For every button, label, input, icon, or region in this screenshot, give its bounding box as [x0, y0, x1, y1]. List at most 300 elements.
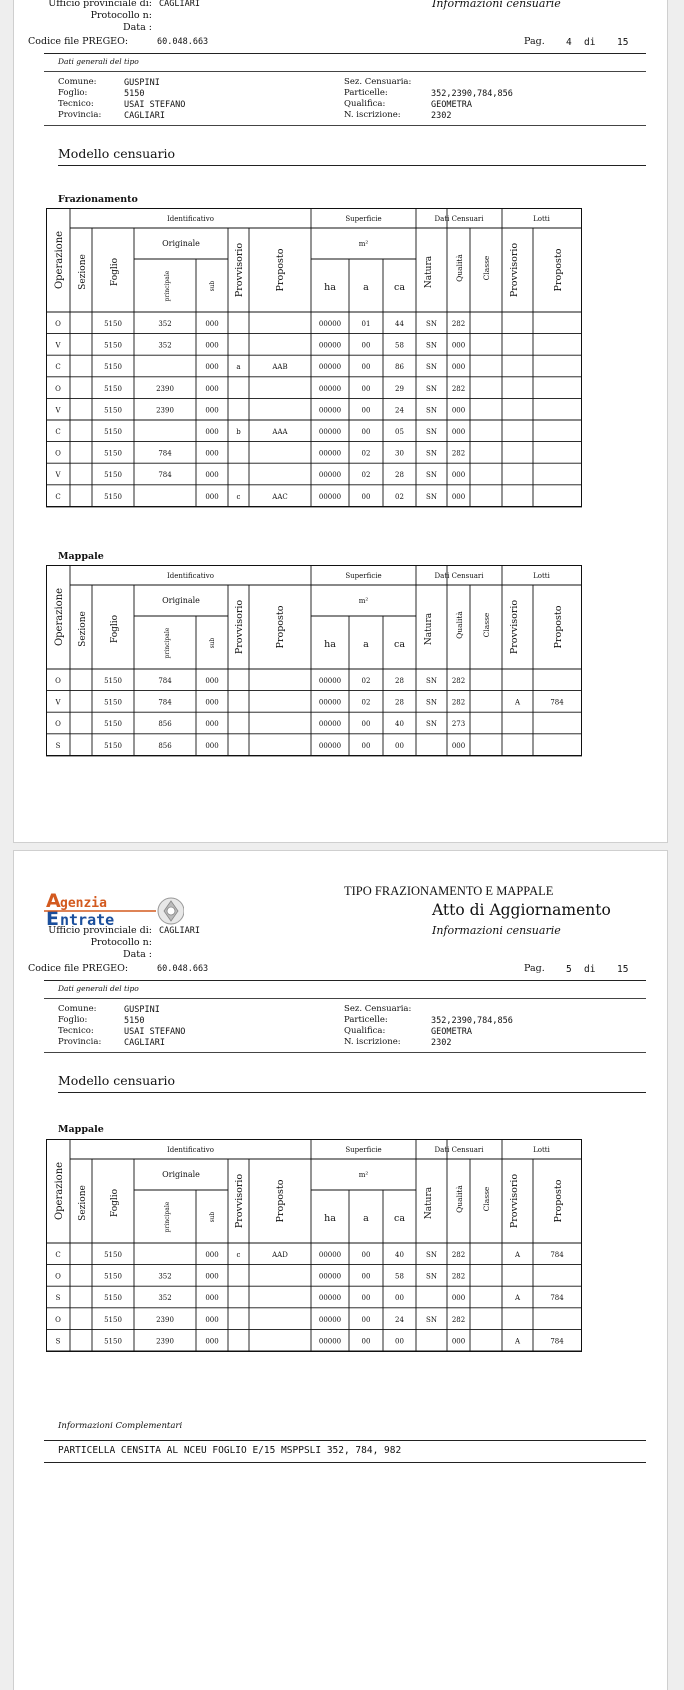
superficie-header: Superficie	[345, 215, 382, 223]
mappale-title: Mappale	[58, 551, 104, 562]
cell-principale: 2390	[156, 1337, 174, 1346]
foglio-label: Foglio:	[58, 88, 88, 98]
cell-proposto: AAC	[272, 492, 288, 501]
cell-principale: 352	[158, 1294, 172, 1303]
cell-sub: 000	[205, 1337, 219, 1346]
principale-header: principale	[164, 1201, 171, 1233]
cell-operazione: O	[55, 677, 61, 685]
cell-operazione: O	[55, 1272, 61, 1281]
cell-foglio: 5150	[104, 698, 122, 707]
cell-lotti-provvisorio: A	[514, 698, 521, 707]
cell-natura: SN	[426, 720, 437, 729]
cell-qualita: 282	[451, 320, 466, 328]
cell-ha: 00000	[318, 406, 342, 415]
cell-ha: 00000	[318, 1315, 342, 1324]
cell-qualita: 000	[451, 1294, 466, 1303]
cell-a: 00	[361, 341, 371, 350]
cell-foglio: 5150	[104, 341, 122, 350]
proposto-header: Proposto	[275, 605, 286, 649]
cell-ca: 02	[395, 492, 404, 501]
cell-operazione: O	[55, 449, 61, 458]
cell-ha: 00000	[318, 698, 342, 707]
originale-header: Originale	[162, 596, 200, 605]
principale-header: principale	[164, 270, 171, 302]
cell-foglio: 5150	[104, 471, 122, 480]
particelle-label: Particelle:	[344, 88, 388, 98]
principale-header: principale	[164, 627, 171, 659]
cell-ha: 00000	[318, 341, 342, 350]
dati-generali-title-2: Dati generali del tipo	[58, 984, 139, 993]
qualita-header: Qualità	[455, 611, 464, 639]
dati-censuari-header: Dati Censuari	[434, 1146, 484, 1154]
particelle-label-2: Particelle:	[344, 1015, 388, 1025]
qualifica-label: Qualifica:	[344, 99, 386, 109]
cell-foglio: 5150	[104, 406, 122, 415]
dati-censuari-header: Dati Censuari	[434, 572, 484, 580]
cell-a: 00	[361, 492, 371, 501]
cell-ha: 00000	[318, 428, 342, 436]
cell-qualita: 282	[451, 677, 466, 685]
cell-natura: SN	[426, 698, 437, 707]
cell-a: 02	[361, 677, 371, 685]
cell-foglio: 5150	[104, 720, 122, 729]
cell-principale: 784	[158, 698, 172, 707]
cell-natura: SN	[426, 1251, 437, 1259]
lotti-provvisorio-header: Provvisorio	[509, 242, 520, 298]
foglio-value: 5150	[124, 89, 145, 99]
cell-foglio: 5150	[104, 492, 122, 501]
cell-operazione: C	[55, 1251, 61, 1259]
document-page-5	[13, 850, 668, 1690]
cell-ca: 86	[395, 363, 404, 372]
cell-natura: SN	[426, 320, 437, 328]
particelle-value: 352,2390,784,856	[431, 89, 513, 99]
cell-foglio: 5150	[104, 1315, 122, 1324]
cell-ha: 00000	[318, 363, 342, 372]
dati-generali-bottom-divider	[44, 125, 646, 126]
header-divider-2	[44, 980, 646, 981]
ha-header: ha	[324, 639, 336, 650]
total-pages: 15	[617, 37, 629, 48]
cell-natura: SN	[426, 677, 437, 685]
cell-sub: 000	[205, 1272, 219, 1281]
cell-sub: 000	[205, 1315, 219, 1324]
cell-ha: 00000	[318, 677, 342, 685]
info-complementari-bottom-divider	[44, 1462, 646, 1463]
page-number: 4	[566, 37, 572, 48]
cell-a: 00	[361, 363, 371, 372]
cell-ca: 00	[395, 1337, 404, 1346]
cell-ca: 28	[395, 471, 404, 480]
cell-a: 00	[361, 428, 371, 436]
sez-censuaria-label-2: Sez. Censuaria:	[344, 1004, 412, 1014]
lotti-proposto-header: Proposto	[553, 248, 564, 292]
tecnico-value: USAI STEFANO	[124, 100, 186, 110]
tecnico-value-2: USAI STEFANO	[124, 1027, 186, 1037]
cell-lotti-provvisorio: A	[514, 1294, 521, 1303]
logo-text-1: genzia	[60, 896, 107, 911]
cell-principale: 2390	[156, 1315, 174, 1324]
cell-proposto: AAD	[272, 1251, 288, 1259]
cell-principale: 352	[158, 320, 172, 328]
cell-principale: 784	[158, 677, 172, 685]
foglio-header: Foglio	[110, 614, 120, 644]
natura-header: Natura	[424, 255, 434, 289]
provincia-label-2: Provincia:	[58, 1037, 102, 1047]
cell-provvisorio: c	[236, 492, 241, 501]
cell-lotti-proposto: 784	[550, 1337, 564, 1346]
cell-ha: 00000	[318, 471, 342, 480]
cell-ca: 28	[395, 698, 404, 707]
classe-header: Classe	[482, 1186, 491, 1212]
tipo-frazionamento-title: TIPO FRAZIONAMENTO E MAPPALE	[344, 884, 554, 898]
modello-censuario-title: Modello censuario	[58, 146, 176, 161]
cell-sub: 000	[205, 698, 219, 707]
ufficio-value-2: CAGLIARI	[159, 926, 200, 936]
cell-a: 00	[361, 1272, 371, 1281]
cell-sub: 000	[205, 720, 219, 729]
cell-sub: 000	[205, 428, 219, 436]
provincia-value: CAGLIARI	[124, 111, 165, 121]
cell-lotti-provvisorio: A	[514, 1251, 521, 1259]
cell-natura: SN	[426, 449, 437, 458]
sezione-header: Sezione	[78, 254, 88, 290]
cell-a: 00	[361, 1251, 371, 1259]
cell-operazione: S	[55, 741, 61, 750]
cell-provvisorio: c	[236, 1251, 241, 1259]
superficie-header: Superficie	[345, 1146, 382, 1154]
provincia-label: Provincia:	[58, 110, 102, 120]
document-page-4	[13, 0, 668, 843]
cell-a: 02	[361, 449, 371, 458]
cell-operazione: O	[55, 720, 61, 729]
cell-ca: 30	[395, 449, 404, 458]
cell-foglio: 5150	[104, 1294, 122, 1303]
cell-ca: 40	[395, 720, 404, 729]
cell-foglio: 5150	[104, 741, 122, 750]
cell-lotti-proposto: 784	[550, 1294, 564, 1303]
cell-sub: 000	[205, 471, 219, 480]
cell-lotti-provvisorio: A	[514, 1337, 521, 1346]
cell-natura: SN	[426, 1272, 437, 1281]
sub-header: sub	[209, 637, 216, 649]
cell-a: 00	[361, 720, 371, 729]
cell-sub: 000	[205, 384, 219, 393]
page-number-2: 5	[566, 964, 572, 975]
codice-file-value: 60.048.663	[157, 37, 209, 47]
pag-label: Pag.	[524, 36, 545, 47]
protocollo-label: Protocollo n:	[90, 10, 152, 21]
a-header: a	[363, 639, 369, 650]
svg-text:E: E	[46, 908, 59, 930]
modello-censuario-title-2: Modello censuario	[58, 1073, 176, 1088]
ca-header: ca	[394, 639, 405, 650]
pag-label-2: Pag.	[524, 963, 545, 974]
cell-qualita: 000	[451, 428, 466, 436]
mappale-table-2	[46, 1139, 628, 1359]
operazione-header: Operazione	[54, 587, 65, 647]
cell-ca: 29	[395, 384, 404, 393]
iscrizione-label-2: N. iscrizione:	[344, 1037, 401, 1047]
ca-header: ca	[394, 282, 405, 293]
classe-header: Classe	[482, 612, 491, 638]
classe-header: Classe	[482, 255, 491, 281]
cell-natura: SN	[426, 1315, 437, 1324]
cell-ca: 24	[395, 1315, 404, 1324]
cell-a: 00	[361, 1294, 371, 1303]
cell-foglio: 5150	[104, 1272, 122, 1281]
cell-operazione: O	[55, 384, 61, 393]
cell-operazione: V	[55, 341, 61, 350]
di-label-2: di	[584, 964, 596, 975]
cell-a: 00	[361, 741, 371, 750]
cell-sub: 000	[205, 677, 219, 685]
svg-text:A: A	[46, 890, 61, 912]
cell-sub: 000	[205, 341, 219, 350]
cell-ha: 00000	[318, 320, 342, 328]
lotti-proposto-header: Proposto	[553, 1179, 564, 1223]
table-border	[47, 209, 582, 507]
provincia-value-2: CAGLIARI	[124, 1038, 165, 1048]
cell-foglio: 5150	[104, 428, 122, 436]
dati-generali-title: Dati generali del tipo	[58, 57, 139, 66]
cell-ha: 00000	[318, 1294, 342, 1303]
iscrizione-label: N. iscrizione:	[344, 110, 401, 120]
table-border	[47, 566, 582, 756]
qualita-header: Qualità	[455, 254, 464, 282]
header-divider	[44, 53, 646, 54]
cell-ca: 00	[395, 741, 404, 750]
comune-value-2: GUSPINI	[124, 1005, 160, 1015]
cell-lotti-proposto: 784	[550, 1251, 564, 1259]
cell-qualita: 282	[451, 698, 466, 707]
superficie-header: Superficie	[345, 572, 382, 580]
cell-a: 00	[361, 406, 371, 415]
natura-header: Natura	[424, 1186, 434, 1220]
cell-ha: 00000	[318, 449, 342, 458]
m2-header: m²	[358, 240, 369, 248]
cell-proposto: AAA	[272, 428, 288, 436]
iscrizione-value: 2302	[431, 111, 452, 121]
cell-sub: 000	[205, 363, 219, 372]
protocollo-label-2: Protocollo n:	[90, 937, 152, 948]
cell-natura: SN	[426, 406, 437, 415]
natura-header: Natura	[424, 612, 434, 646]
cell-sub: 000	[205, 406, 219, 415]
cell-ca: 28	[395, 677, 404, 685]
identificativo-header: Identificativo	[167, 1146, 214, 1154]
lotti-header: Lotti	[533, 215, 550, 223]
cell-ca: 05	[395, 428, 404, 436]
ufficio-label-2: Ufficio provinciale di:	[48, 925, 152, 936]
cell-foglio: 5150	[104, 320, 122, 328]
cell-ca: 58	[395, 341, 404, 350]
cell-operazione: O	[55, 320, 61, 328]
originale-header: Originale	[162, 1170, 200, 1179]
cell-natura: SN	[426, 471, 437, 480]
codice-file-label: Codice file PREGEO:	[28, 36, 129, 47]
provvisorio-header: Provvisorio	[234, 1173, 245, 1229]
particelle-value-2: 352,2390,784,856	[431, 1016, 513, 1026]
proposto-header: Proposto	[275, 1179, 286, 1223]
sez-censuaria-label: Sez. Censuaria:	[344, 77, 412, 87]
cell-operazione: S	[55, 1337, 61, 1346]
cell-sub: 000	[205, 320, 219, 328]
informazioni-complementari-title: Informazioni Complementari	[58, 1421, 183, 1431]
cell-operazione: C	[55, 428, 61, 436]
cell-ca: 00	[395, 1294, 404, 1303]
ha-header: ha	[324, 282, 336, 293]
comune-value: GUSPINI	[124, 78, 160, 88]
cell-sub: 000	[205, 1294, 219, 1303]
logo-text-2: ntrate	[60, 911, 115, 929]
cell-operazione: C	[55, 492, 61, 501]
identificativo-header: Identificativo	[167, 572, 214, 580]
cell-qualita: 282	[451, 384, 466, 393]
provvisorio-header: Provvisorio	[234, 599, 245, 655]
cell-principale: 856	[158, 741, 172, 750]
dati-generali-divider	[44, 71, 646, 72]
cell-ca: 24	[395, 406, 404, 415]
codice-file-value-2: 60.048.663	[157, 964, 209, 974]
cell-operazione: C	[55, 363, 61, 372]
lotti-header: Lotti	[533, 572, 550, 580]
cell-ha: 00000	[318, 741, 342, 750]
cell-a: 02	[361, 471, 371, 480]
qualifica-value-2: GEOMETRA	[431, 1027, 472, 1037]
m2-header: m²	[358, 597, 369, 605]
lotti-provvisorio-header: Provvisorio	[509, 1173, 520, 1229]
data-label-2: Data :	[123, 949, 152, 960]
modello-censuario-divider-2	[58, 1092, 646, 1093]
sub-header: sub	[209, 1211, 216, 1223]
cell-proposto: AAB	[272, 363, 288, 372]
cell-natura: SN	[426, 384, 437, 393]
cell-foglio: 5150	[104, 1337, 122, 1346]
cell-ca: 58	[395, 1272, 404, 1281]
cell-operazione: S	[55, 1294, 61, 1303]
ha-header: ha	[324, 1213, 336, 1224]
cell-a: 00	[361, 1337, 371, 1346]
di-label: di	[584, 37, 596, 48]
cell-ha: 00000	[318, 492, 342, 501]
qualifica-value: GEOMETRA	[431, 100, 472, 110]
a-header: a	[363, 1213, 369, 1224]
atto-aggiornamento-title: Atto di Aggiornamento	[432, 901, 611, 919]
codice-file-label-2: Codice file PREGEO:	[28, 963, 129, 974]
informazioni-censuarie-title: Informazioni censuarie	[432, 0, 561, 10]
mappale-table	[46, 565, 628, 765]
cell-qualita: 282	[451, 1272, 466, 1281]
cell-ha: 00000	[318, 1251, 342, 1259]
agenzia-entrate-logo	[44, 889, 184, 929]
cell-ha: 00000	[318, 1337, 342, 1346]
cell-a: 01	[361, 320, 371, 328]
cell-qualita: 282	[451, 1315, 466, 1324]
cell-ha: 00000	[318, 384, 342, 393]
provvisorio-header: Provvisorio	[234, 242, 245, 298]
cell-a: 02	[361, 698, 371, 707]
lotti-header: Lotti	[533, 1146, 550, 1154]
data-label: Data :	[123, 22, 152, 33]
qualita-header: Qualità	[455, 1185, 464, 1213]
cell-a: 00	[361, 384, 371, 393]
cell-qualita: 000	[451, 741, 466, 750]
cell-natura: SN	[426, 428, 437, 436]
cell-principale: 2390	[156, 384, 174, 393]
modello-censuario-divider	[58, 165, 646, 166]
sub-header: sub	[209, 280, 216, 292]
cell-principale: 2390	[156, 406, 174, 415]
cell-foglio: 5150	[104, 384, 122, 393]
info-complementari-divider	[44, 1440, 646, 1441]
mappale-title-2: Mappale	[58, 1124, 104, 1135]
tecnico-label-2: Tecnico:	[58, 1026, 94, 1036]
cell-sub: 000	[205, 1251, 219, 1259]
cell-ca: 44	[395, 320, 404, 328]
tecnico-label: Tecnico:	[58, 99, 94, 109]
operazione-header: Operazione	[54, 230, 65, 290]
cell-foglio: 5150	[104, 363, 122, 372]
a-header: a	[363, 282, 369, 293]
sezione-header: Sezione	[78, 1185, 88, 1221]
cell-qualita: 000	[451, 363, 466, 372]
cell-qualita: 000	[451, 492, 466, 501]
cell-ha: 00000	[318, 1272, 342, 1281]
cell-sub: 000	[205, 449, 219, 458]
cell-qualita: 000	[451, 406, 466, 415]
proposto-header: Proposto	[275, 248, 286, 292]
frazionamento-table	[46, 208, 628, 518]
cell-qualita: 282	[451, 449, 466, 458]
comune-label-2: Comune:	[58, 1004, 97, 1014]
sezione-header: Sezione	[78, 611, 88, 647]
cell-ca: 40	[395, 1251, 404, 1259]
cell-operazione: O	[55, 1315, 61, 1324]
originale-header: Originale	[162, 239, 200, 248]
cell-qualita: 282	[451, 1251, 466, 1259]
cell-foglio: 5150	[104, 1251, 122, 1259]
cell-provvisorio: a	[236, 363, 241, 372]
cell-qualita: 000	[451, 1337, 466, 1346]
dati-generali-divider-2	[44, 998, 646, 999]
cell-principale: 856	[158, 720, 172, 729]
cell-provvisorio: b	[236, 428, 241, 436]
lotti-proposto-header: Proposto	[553, 605, 564, 649]
lotti-provvisorio-header: Provvisorio	[509, 599, 520, 655]
cell-operazione: V	[55, 471, 61, 480]
cell-natura: SN	[426, 341, 437, 350]
operazione-header: Operazione	[54, 1161, 65, 1221]
foglio-header: Foglio	[110, 257, 120, 287]
cell-sub: 000	[205, 741, 219, 750]
identificativo-header: Identificativo	[167, 215, 214, 223]
cell-ha: 00000	[318, 720, 342, 729]
cell-sub: 000	[205, 492, 219, 501]
cell-operazione: V	[55, 406, 61, 415]
cell-principale: 352	[158, 341, 172, 350]
cell-principale: 352	[158, 1272, 172, 1281]
total-pages-2: 15	[617, 964, 629, 975]
cell-natura: SN	[426, 492, 437, 501]
cell-qualita: 000	[451, 471, 466, 480]
table-border	[47, 1140, 582, 1352]
dati-generali-bottom-divider-2	[44, 1052, 646, 1053]
qualifica-label-2: Qualifica:	[344, 1026, 386, 1036]
ufficio-label: Ufficio provinciale di:	[48, 0, 152, 9]
frazionamento-title: Frazionamento	[58, 194, 138, 205]
foglio-value-2: 5150	[124, 1016, 145, 1026]
